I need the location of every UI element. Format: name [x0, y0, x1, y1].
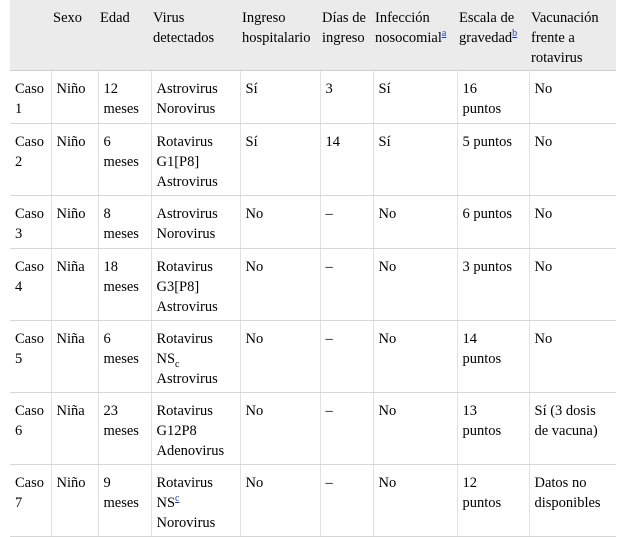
case-line: 3: [15, 226, 23, 242]
table-row: [10, 393, 616, 465]
case-cell: [10, 321, 51, 393]
edad-cell: [98, 124, 151, 196]
ingreso-line: No: [245, 206, 264, 222]
vacuna-line: Datos no: [534, 475, 587, 491]
sexo-line: Niña: [56, 331, 85, 347]
ingreso-header: [240, 0, 320, 71]
dias-cell: [320, 465, 373, 537]
vacuna-line: Sí (3 dosis: [534, 403, 596, 419]
virus-line: Rotavirus: [156, 475, 213, 491]
virus-line: G1[P8]: [156, 154, 200, 170]
vacuna-line: No: [534, 81, 553, 97]
dias-cell: [320, 124, 373, 196]
nosocomial-cell: [373, 465, 457, 537]
case-line: 1: [15, 101, 23, 117]
case-line: 6: [15, 423, 23, 439]
ingreso-line: Sí: [245, 134, 258, 150]
table-row: [10, 249, 616, 321]
virus-line: G3[P8]: [156, 279, 200, 295]
dias-line: –: [325, 475, 333, 491]
case-line: Caso: [15, 206, 44, 222]
dias-line: –: [325, 206, 333, 222]
edad-line: meses: [103, 154, 139, 170]
ingreso-line: No: [245, 403, 264, 419]
header-text: detectados: [153, 30, 215, 46]
edad-line: meses: [103, 101, 139, 117]
edad-line: meses: [103, 279, 139, 295]
case-line: Caso: [15, 81, 44, 97]
case-line: Caso: [15, 403, 44, 419]
escala-line: 12: [462, 475, 477, 491]
dias-line: 14: [325, 134, 340, 150]
edad-line: meses: [103, 495, 139, 511]
escala-line: 3 puntos: [462, 259, 513, 275]
header-text: Escala de: [459, 10, 515, 26]
header-text: nosocomial$^a$: [375, 28, 447, 46]
ingreso-cell: [240, 321, 320, 393]
edad-line: 6: [103, 331, 111, 347]
header-text: ingreso: [322, 30, 365, 46]
vacuna-line: disponibles: [534, 495, 601, 511]
dias-line: –: [325, 331, 333, 347]
footnote-ref-link[interactable]: c: [175, 493, 180, 505]
edad-line: 6: [103, 134, 111, 150]
escala-line: puntos: [462, 101, 502, 117]
edad-line: 18: [103, 259, 118, 275]
nosocomial-line: No: [378, 403, 397, 419]
sexo-line: Niño: [56, 81, 86, 97]
virus-cell: [151, 321, 240, 393]
ingreso-line: No: [245, 475, 264, 491]
edad-line: 9: [103, 475, 111, 491]
escala-header: [457, 0, 529, 71]
vacuna-line: de vacuna): [534, 423, 598, 439]
virus-cell: [151, 71, 240, 124]
sexo-header: [51, 0, 98, 71]
virus-line: Norovirus: [156, 515, 216, 531]
vacuna-line: No: [534, 134, 553, 150]
virus-line: Astrovirus: [156, 174, 218, 190]
edad-line: meses: [103, 423, 139, 439]
ingreso-cell: [240, 71, 320, 124]
virus-line: Rotavirus: [156, 403, 213, 419]
escala-cell: [457, 124, 529, 196]
virus-line: G12P8: [156, 423, 197, 439]
nosocomial-cell: [373, 249, 457, 321]
ingreso-line: No: [245, 331, 264, 347]
ingreso-cell: [240, 465, 320, 537]
table-row: [10, 196, 616, 249]
header-text: Sexo: [53, 10, 82, 26]
sexo-line: Niño: [56, 475, 86, 491]
sexo-cell: [51, 249, 98, 321]
escala-cell: [457, 249, 529, 321]
virus-line: Rotavirus: [156, 134, 213, 150]
dias-header: [320, 0, 373, 71]
header-text: hospitalario: [242, 30, 311, 46]
nosocomial-cell: [373, 71, 457, 124]
escala-line: 13: [462, 403, 477, 419]
case-col-header: [10, 0, 51, 71]
virus-line: Adenovirus: [156, 443, 225, 459]
case-cell: [10, 249, 51, 321]
edad-line: 12: [103, 81, 118, 97]
virus-cell: [151, 393, 240, 465]
virus-cell: [151, 196, 240, 249]
dias-line: –: [325, 259, 333, 275]
virus-line: $NS_c$: [156, 351, 180, 370]
dias-cell: [320, 196, 373, 249]
dias-line: 3: [325, 81, 333, 97]
nosocomial-line: Sí: [378, 134, 391, 150]
table-row: [10, 465, 616, 537]
edad-line: 8: [103, 206, 111, 222]
vacuna-cell: [529, 71, 616, 124]
edad-line: meses: [103, 226, 139, 242]
sexo-line: Niño: [56, 134, 86, 150]
edad-cell: [98, 321, 151, 393]
escala-cell: [457, 71, 529, 124]
nosocomial-cell: [373, 124, 457, 196]
escala-cell: [457, 393, 529, 465]
header-text: Ingreso: [242, 10, 286, 26]
nosocomial-cell: [373, 321, 457, 393]
nosocomial-line: Sí: [378, 81, 391, 97]
header-text: Virus: [153, 10, 185, 26]
case-line: 4: [15, 279, 23, 295]
virus-line: Astrovirus: [156, 206, 218, 222]
edad-line: meses: [103, 351, 139, 367]
edad-cell: [98, 71, 151, 124]
dias-cell: [320, 393, 373, 465]
case-line: Caso: [15, 134, 44, 150]
escala-line: puntos: [462, 423, 502, 439]
table-row: [10, 321, 616, 393]
vacuna-cell: [529, 465, 616, 537]
escala-cell: [457, 321, 529, 393]
escala-cell: [457, 465, 529, 537]
nosocomial-line: No: [378, 475, 397, 491]
ingreso-cell: [240, 249, 320, 321]
sexo-line: Niña: [56, 403, 85, 419]
nosocomial-line: No: [378, 331, 397, 347]
nosocomial-line: No: [378, 206, 397, 222]
dias-cell: [320, 71, 373, 124]
nosocomial-line: No: [378, 259, 397, 275]
virus-line: Norovirus: [156, 101, 216, 117]
vacuna-cell: [529, 321, 616, 393]
sexo-cell: [51, 465, 98, 537]
header-row: [10, 0, 616, 71]
nosocomial-cell: [373, 196, 457, 249]
virus-line: Astrovirus: [156, 81, 218, 97]
header-text: rotavirus: [531, 50, 583, 66]
virus-line: Rotavirus: [156, 331, 213, 347]
header-text: Vacunación: [531, 10, 599, 26]
case-cell: [10, 393, 51, 465]
edad-cell: [98, 196, 151, 249]
virus-line: NS$^c$: [156, 493, 180, 511]
table-row: [10, 124, 616, 196]
vacuna-line: No: [534, 259, 553, 275]
virus-cell: [151, 249, 240, 321]
sexo-cell: [51, 71, 98, 124]
vacuna-cell: [529, 249, 616, 321]
nosocomial-cell: [373, 393, 457, 465]
edad-cell: [98, 249, 151, 321]
table-row: [10, 71, 616, 124]
ingreso-cell: [240, 124, 320, 196]
case-cell: [10, 124, 51, 196]
header-text: Infección: [375, 10, 430, 26]
edad-line: 23: [103, 403, 118, 419]
case-line: Caso: [15, 259, 44, 275]
escala-line: puntos: [462, 495, 502, 511]
vacuna-line: No: [534, 206, 553, 222]
virus-line: Norovirus: [156, 226, 216, 242]
case-line: 7: [15, 495, 23, 511]
edad-header: [98, 0, 151, 71]
sexo-cell: [51, 321, 98, 393]
escala-line: 16: [462, 81, 477, 97]
header-text: gravedad$^b$: [459, 28, 518, 46]
cases-table: [10, 0, 616, 537]
vacuna-cell: [529, 124, 616, 196]
virus-cell: [151, 465, 240, 537]
case-cell: [10, 196, 51, 249]
header-text: Días de: [322, 10, 366, 26]
ingreso-line: No: [245, 259, 264, 275]
escala-line: 6 puntos: [462, 206, 513, 222]
case-line: Caso: [15, 475, 44, 491]
virus-header: [151, 0, 240, 71]
header-text: frente a: [531, 30, 575, 46]
vacuna-cell: [529, 393, 616, 465]
sexo-cell: [51, 196, 98, 249]
header-text: Edad: [100, 10, 130, 26]
edad-cell: [98, 465, 151, 537]
edad-cell: [98, 393, 151, 465]
sexo-line: Niña: [56, 259, 85, 275]
table-header: [10, 0, 616, 71]
dias-cell: [320, 321, 373, 393]
escala-line: 5 puntos: [462, 134, 513, 150]
case-cell: [10, 71, 51, 124]
footnote-ref-link[interactable]: b: [512, 28, 518, 40]
virus-line: Astrovirus: [156, 299, 218, 315]
case-line: Caso: [15, 331, 44, 347]
sexo-line: Niño: [56, 206, 86, 222]
table-body: [10, 71, 616, 537]
nosocomial-header: [373, 0, 457, 71]
vacuna-line: No: [534, 331, 553, 347]
escala-line: 14: [462, 331, 477, 347]
escala-line: puntos: [462, 351, 502, 367]
dias-cell: [320, 249, 373, 321]
case-line: 5: [15, 351, 23, 367]
vacuna-header: [529, 0, 616, 71]
virus-subscript: c: [175, 358, 180, 370]
sexo-cell: [51, 124, 98, 196]
ingreso-cell: [240, 196, 320, 249]
case-cell: [10, 465, 51, 537]
case-line: 2: [15, 154, 23, 170]
dias-line: –: [325, 403, 333, 419]
ingreso-line: Sí: [245, 81, 258, 97]
vacuna-cell: [529, 196, 616, 249]
virus-cell: [151, 124, 240, 196]
sexo-cell: [51, 393, 98, 465]
virus-line: Rotavirus: [156, 259, 213, 275]
virus-line: Astrovirus: [156, 371, 218, 387]
escala-cell: [457, 196, 529, 249]
ingreso-cell: [240, 393, 320, 465]
footnote-ref-link[interactable]: a: [441, 28, 447, 40]
